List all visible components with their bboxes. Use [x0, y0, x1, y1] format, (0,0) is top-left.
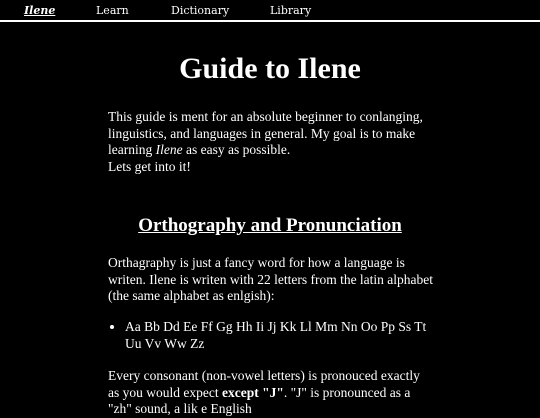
consonants-exception: except "J"	[221, 384, 284, 400]
intro-line-2: Lets get into it!	[108, 158, 191, 174]
consonants-text-rest: . "J" is pronounced as a "zh" sound, a lik e English	[108, 384, 411, 416]
nav-library-link[interactable]: Library	[270, 4, 312, 17]
alphabet-list-item: • Aa Bb Dd Ee Ff Gg Hh Ii Jj Kk Ll Mm Nn Oo Pp Ss Tt Uu Vv Ww Zz	[125, 319, 434, 352]
section-heading-orthography: Orthography and Pronunciation	[138, 215, 402, 236]
nav-learn-link[interactable]: Learn	[96, 4, 129, 17]
top-navbar	[0, 0, 540, 22]
nav-brand-link[interactable]: Ilene	[24, 4, 56, 17]
intro-text-end: as easy as possible.	[182, 142, 291, 157]
intro-language-name: Ilene	[155, 142, 183, 157]
intro-text: This guide is ment for an absolute beginner to conlanging, linguistics, and languages in general. My goal is to make learning	[108, 109, 423, 157]
alphabet-list	[108, 319, 434, 352]
consonants-paragraph	[108, 368, 434, 418]
page-title: Guide to Ilene	[179, 52, 361, 85]
consonants-text: Every consonant (non-vowel letters) is pronouced exactly as you would expect	[108, 368, 420, 400]
intro-paragraph	[108, 109, 434, 175]
nav-dictionary-link[interactable]: Dictionary	[171, 4, 230, 17]
orthography-paragraph: Orthagraphy is just a fancy word for how a language is writen. Ilene is writen with 22 letters from the latin alphabet (the same alphabet as enlgish):	[108, 255, 434, 303]
